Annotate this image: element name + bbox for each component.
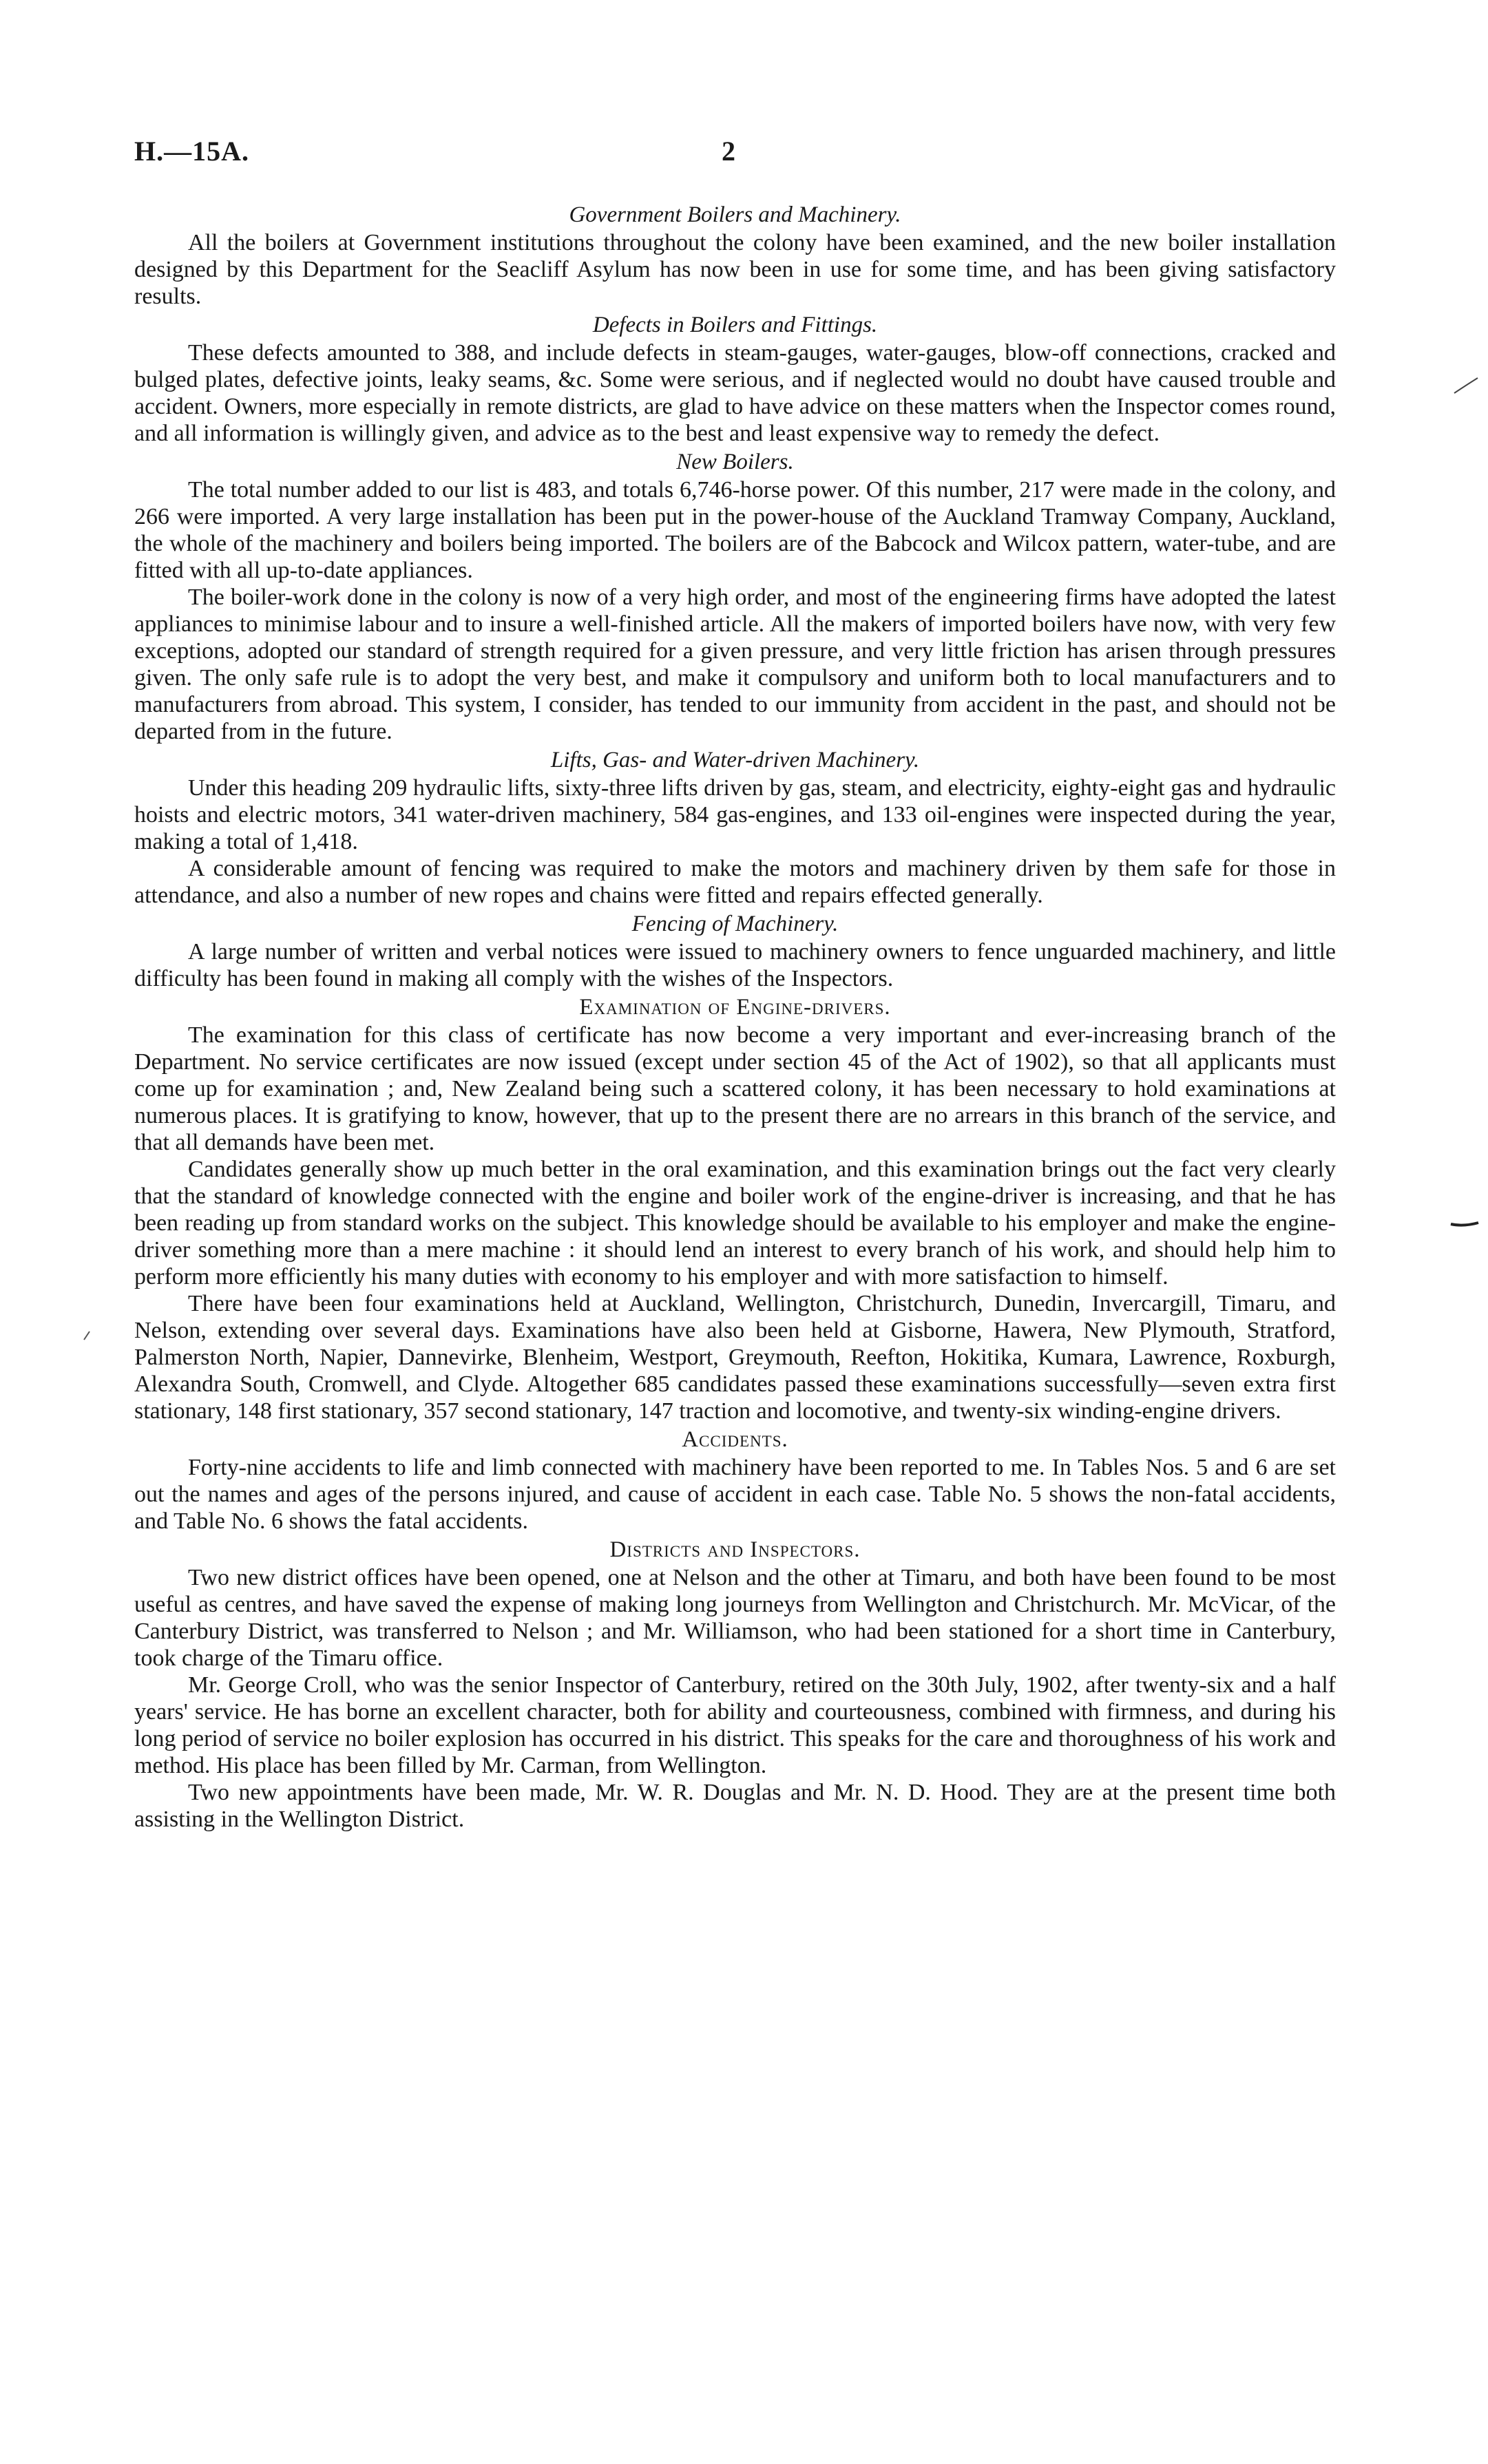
margin-mark-left: [81, 1329, 95, 1342]
section-heading-examination: Examination of Engine-drivers.: [579, 995, 891, 1020]
section-heading-defects: Defects in Boilers and Fittings.: [592, 313, 878, 337]
paragraph: These defects amounted to 388, and include defects in steam-gauges, water-gauges, blow-off connections, cracked and bulged plates, defective joints, leaky seams, &c. Some were serious, and if neglected would no doubt have caused trouble and accident. Owners, more especially in remote districts, are glad to have advice on these matters when the Inspector comes round, and all information is willingly given, and advice as to the best and least expensive way to remedy the defect.: [134, 340, 1336, 446]
paragraph: The boiler-work done in the colony is now of a very high order, and most of the engineering firms have adopted the latest appliances to minimise labour and to insure a well-finished article. All the makers of imported boilers have now, with very few exceptions, adopted our standard of strength required for a given pressure, and very little friction has arisen through pressures given. The only safe rule is to adopt the very best, and make it compulsory and uniform both to local manufacturers and to manufacturers from abroad. This system, I consider, has tended to our immunity from accident in the past, and should not be departed from in the future.: [134, 585, 1336, 744]
page-number: 2: [722, 136, 735, 167]
paragraph: A considerable amount of fencing was required to make the motors and machinery driven by them safe for those in attendance, and also a number of new ropes and chains were fitted and repairs effected generally.: [134, 856, 1336, 908]
paragraph: The examination for this class of certificate has now become a very important and ever-increasing branch of the Department. No service certificates are now issued (except under section 45 of the Act of 1902), so that all applicants must come up for examination ; and, New Zealand being such a scattered colony, it has been necessary to hold examinations at numerous places. It is gratifying to know, however, that up to the present there are no arrears in this branch of the service, and that all demands have been met.: [134, 1022, 1336, 1155]
section-heading-fencing: Fencing of Machinery.: [631, 912, 839, 936]
paragraph: Two new appointments have been made, Mr. W. R. Douglas and Mr. N. D. Hood. They are at the present time both assisting in the Wellington District.: [134, 1780, 1336, 1832]
section-heading-districts: Districts and Inspectors.: [609, 1537, 861, 1562]
section-heading-lifts: Lifts, Gas- and Water-driven Machinery.: [550, 748, 920, 772]
paragraph: Candidates generally show up much better in the oral examination, and this examination brings out the fact very clearly that the standard of knowledge connected with the engine and boiler work of the engine-driver is increasing, and that he has been reading up from standard works on the subject. This knowledge should be available to his employer and make the engine-driver something more than a mere machine : it should lend an interest to every branch of his work, and should help him to perform more efficiently his many duties with economy to his employer and with more satisfaction to himself.: [134, 1157, 1336, 1289]
document-body: [134, 200, 1336, 1833]
paragraph: Forty-nine accidents to life and limb connected with machinery have been reported to me. In Tables Nos. 5 and 6 are set out the names and ages of the persons injured, and cause of accident in each case. Table No. 5 shows the non-fatal accidents, and Table No. 6 shows the fatal accidents.: [134, 1455, 1336, 1534]
paragraph: A large number of written and verbal notices were issued to machinery owners to fence unguarded machinery, and little difficulty has been found in making all comply with the wishes of the Inspectors.: [134, 939, 1336, 991]
section-heading-government-boilers: Government Boilers and Machinery.: [569, 202, 901, 227]
section-heading-accidents: Accidents.: [682, 1427, 788, 1452]
paragraph: Under this heading 209 hydraulic lifts, sixty-three lifts driven by gas, steam, and electricity, eighty-eight gas and hydraulic hoists and electric motors, 341 water-driven machinery, 584 gas-engines, and 133 oil-engines were inspected during the year, making a total of 1,418.: [134, 775, 1336, 854]
margin-mark-right-lower: [1449, 1219, 1480, 1232]
paragraph: The total number added to our list is 483, and totals 6,746-horse power. Of this number, 217 were made in the colony, and 266 were imported. A very large installation has been put in the power-house of the Auckland Tramway Company, Auckland, the whole of the machinery and boilers being imported. The boilers are of the Babcock and Wilcox pattern, water-tube, and are fitted with all up-to-date appliances.: [134, 477, 1336, 583]
paragraph: All the boilers at Government institutions throughout the colony have been examined, and the new boiler installation designed by this Department for the Seacliff Asylum has now been in use for some time, and has been giving satisfactory results.: [134, 230, 1336, 309]
document-reference: H.—15A.: [134, 136, 249, 167]
paragraph: Two new district offices have been opened, one at Nelson and the other at Timaru, and both have been found to be most useful as centres, and have saved the expense of making long journeys from Wellington and Christchurch. Mr. McVicar, of the Canterbury District, was transferred to Nelson ; and Mr. Williamson, who had been stationed for a short time in Canterbury, took charge of the Timaru office.: [134, 1565, 1336, 1671]
section-heading-new-boilers: New Boilers.: [676, 450, 794, 474]
margin-mark-right-upper: [1453, 375, 1480, 396]
paragraph: There have been four examinations held at Auckland, Wellington, Christchurch, Dunedin, Invercargill, Timaru, and Nelson, extending over several days. Examinations have also been held at Gisborne, Hawera, New Plymouth, Stratford, Palmerston North, Napier, Dannevirke, Blenheim, Westport, Greymouth, Reefton, Hokitika, Kumara, Lawrence, Roxburgh, Alexandra South, Cromwell, and Clyde. Altogether 685 candidates passed these examinations successfully—seven extra first stationary, 148 first stationary, 357 second stationary, 147 traction and locomotive, and twenty-six winding-engine drivers.: [134, 1291, 1336, 1424]
paragraph: Mr. George Croll, who was the senior Inspector of Canterbury, retired on the 30th July, 1902, after twenty-six and a half years' service. He has borne an excellent character, both for ability and courteousness, combined with firmness, and during his long period of service no boiler explosion has occurred in his district. This speaks for the care and thoroughness of his work and method. His place has been filled by Mr. Carman, from Wellington.: [134, 1672, 1336, 1778]
